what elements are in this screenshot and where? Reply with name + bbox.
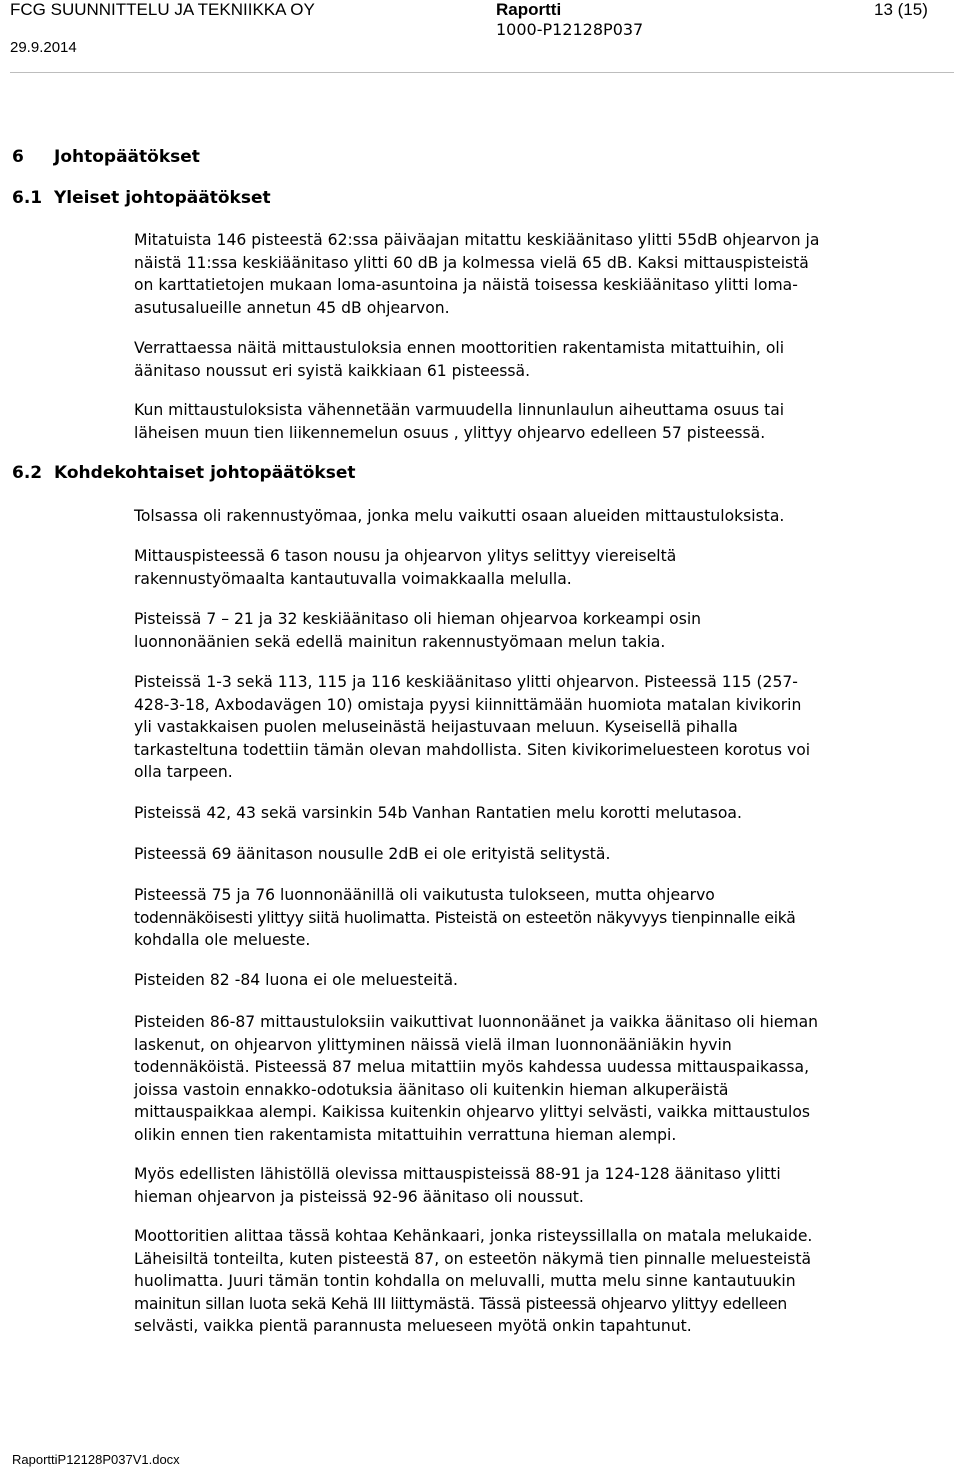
text-line: Pisteessä 69 äänitason nousulle 2dB ei ole erityistä selitystä. <box>134 845 611 863</box>
text-line: hieman ohjearvon ja pisteissä 92-96 äänitaso oli noussut. <box>134 1187 584 1206</box>
paragraph-specific-11 <box>134 1225 958 1338</box>
text-line: Mittauspisteessä 6 tason nousu ja ohjearvon ylitys selittyy viereiseltä <box>134 547 677 565</box>
text-line: Pisteiden 86-87 mittaustuloksiin vaikuttivat luonnonäänet ja vaikka äänitaso oli hieman <box>134 1013 819 1031</box>
paragraph-specific-9 <box>134 1011 958 1146</box>
paragraph-general-2 <box>134 337 958 382</box>
text-line: mittauspaikkaa alempi. Kaikissa kuitenkin ohjearvo ylittyi selvästi, vaikka mittaustulos <box>134 1103 811 1121</box>
section-heading-6-1 <box>12 187 271 209</box>
text-line: olla tarpeen. <box>134 763 233 781</box>
header-date: 29.9.2014 <box>10 39 77 56</box>
text-line: todennäköisesti ylittyy siitä huolimatta. Pisteistä on esteetön näkyvyys tienpinnalle eikä <box>134 908 796 927</box>
text-line: Moottoritien alittaa tässä kohtaa Kehänkaari, jonka risteyssillalla on matala melukaide. <box>134 1227 813 1245</box>
paragraph-specific-10 <box>134 1163 958 1208</box>
text-line: joissa vastoin ennakko-odotuksia äänitaso oli kuitenkin hieman alkuperäistä <box>134 1080 729 1099</box>
text-line: asutusalueille annetun 45 dB ohjearvon. <box>134 298 450 317</box>
section-number: 6.2 <box>12 463 43 483</box>
section-number: 6.1 <box>12 188 43 208</box>
section-heading-6 <box>12 146 200 168</box>
text-line: Tolsassa oli rakennustyömaa, jonka melu vaikutti osaan alueiden mittaustuloksista. <box>134 507 785 525</box>
paragraph-specific-1 <box>134 505 958 528</box>
section-title: Johtopäätökset <box>54 147 200 167</box>
header-doc-type: Raportti <box>496 0 562 19</box>
text-line: huolimatta. Juuri tämän tontin kohdalla on meluvalli, mutta melu sinne kantautuukin <box>134 1272 796 1290</box>
text-line: olikin ennen tien rakentamista mitattuihin verrattuna hieman alempi. <box>134 1125 677 1144</box>
paragraph-specific-8 <box>134 969 958 992</box>
header-divider <box>10 72 954 73</box>
text-line: Pisteiden 82 -84 luona ei ole meluesteitä. <box>134 971 458 989</box>
text-line: laskenut, on ohjearvon ylittyminen näissä vielä ilman luonnonääniäkin hyvin <box>134 1035 732 1054</box>
text-line: yli vastakkaisen puolen meluseinästä heijastuvaan meluun. Kyseisellä pihalla <box>134 718 738 736</box>
text-line: läheisen muun tien liikennemelun osuus , ylittyy ohjearvo edelleen 57 pisteessä. <box>134 423 766 442</box>
text-line: on karttatietojen mukaan loma-asuntoina ja näistä toisessa keskiäänitaso ylitti loma- <box>134 276 798 294</box>
text-line: 428-3-18, Axbodavägen 10) omistaja pyysi kiinnittämään huomiota matalan kivikorin <box>134 695 802 714</box>
paragraph-general-3 <box>134 399 958 444</box>
header-doc-id: 1000-P12128P037 <box>496 20 644 39</box>
text-line: äänitaso noussut eri syistä kaikkiaan 61 pisteessä. <box>134 361 531 380</box>
text-line: todennäköistä. Pisteessä 87 melua mitattiin myös kahdessa uudessa mittauspaikassa, <box>134 1058 810 1076</box>
text-line: näistä 11:ssa keskiäänitaso ylitti 60 dB ja kolmessa vielä 65 dB. Kaksi mittauspisteistä <box>134 253 809 272</box>
text-line: rakennustyömaalta kantautuvalla voimakkaalla melulla. <box>134 569 572 588</box>
text-line: Verrattaessa näitä mittaustuloksia ennen moottoritien rakentamista mitattuihin, oli <box>134 339 785 357</box>
text-line: kohdalla ole melueste. <box>134 931 311 949</box>
text-line: Pisteissä 42, 43 sekä varsinkin 54b Vanhan Rantatien melu korotti melutasoa. <box>134 804 742 822</box>
paragraph-specific-5 <box>134 802 958 825</box>
text-line: tarkasteltuna todettiin tämän olevan mahdollista. Siten kivikorimeluesteen korotus voi <box>134 740 811 759</box>
text-line: mainitun sillan luota sekä Kehä III liittymästä. Tässä pisteessä ohjearvo ylittyy edelleen <box>134 1294 787 1313</box>
paragraph-specific-6 <box>134 843 958 866</box>
section-title: Yleiset johtopäätökset <box>54 188 271 208</box>
paragraph-general-1 <box>134 229 958 319</box>
footer-filename: RaporttiP12128P037V1.docx <box>12 1452 180 1467</box>
section-heading-6-2 <box>12 462 356 484</box>
section-number: 6 <box>12 147 24 167</box>
text-line: Pisteissä 7 – 21 ja 32 keskiäänitaso oli hieman ohjearvoa korkeampi osin <box>134 610 702 628</box>
paragraph-specific-7 <box>134 884 958 952</box>
header-company: FCG SUUNNITTELU JA TEKNIIKKA OY <box>10 0 315 19</box>
text-line: selvästi, vaikka pientä parannusta melueseen myötä onkin tapahtunut. <box>134 1317 692 1335</box>
paragraph-specific-3 <box>134 608 958 653</box>
paragraph-specific-2 <box>134 545 958 590</box>
paragraph-specific-4 <box>134 671 958 784</box>
text-line: Kun mittaustuloksista vähennetään varmuudella linnunlaulun aiheuttama osuus tai <box>134 401 785 419</box>
section-title: Kohdekohtaiset johtopäätökset <box>54 463 356 483</box>
text-line: Mitatuista 146 pisteestä 62:ssa päiväajan mitattu keskiäänitaso ylitti 55dB ohjearvon ja <box>134 231 820 249</box>
text-line: luonnonäänien sekä edellä mainitun rakennustyömaan melun takia. <box>134 632 666 651</box>
text-line: Läheisiltä tonteilta, kuten pisteestä 87, on esteetön näkymä tien pinnalle meluesteistä <box>134 1249 812 1268</box>
header-page-number: 13 (15) <box>874 0 928 19</box>
text-line: Pisteessä 75 ja 76 luonnonäänillä oli vaikutusta tulokseen, mutta ohjearvo <box>134 886 715 904</box>
text-line: Myös edellisten lähistöllä olevissa mittauspisteissä 88-91 ja 124-128 äänitaso ylitti <box>134 1165 781 1183</box>
text-line: Pisteissä 1-3 sekä 113, 115 ja 116 keskiäänitaso ylitti ohjearvon. Pisteessä 115 (257- <box>134 673 798 691</box>
